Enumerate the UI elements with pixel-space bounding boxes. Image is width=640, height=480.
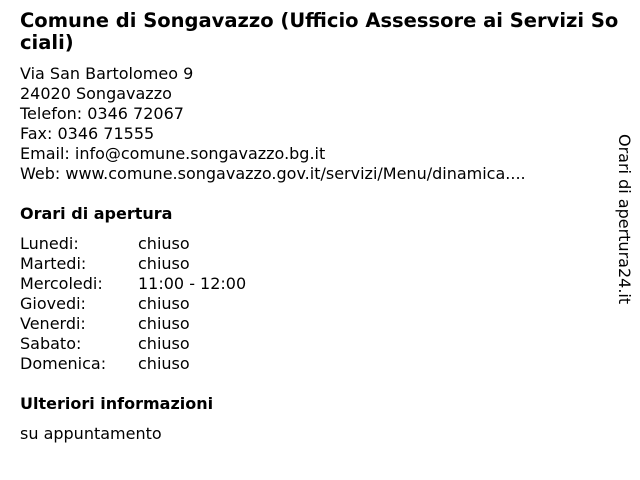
day-label: Sabato: xyxy=(20,334,82,353)
day-label: Giovedi: xyxy=(20,294,86,313)
hours-value: chiuso xyxy=(138,354,190,373)
city-postcode: 24020 Songavazzo xyxy=(20,84,172,103)
hours-value: chiuso xyxy=(138,234,190,253)
hours-value: chiuso xyxy=(138,334,190,353)
day-label: Venerdi: xyxy=(20,314,86,333)
hours-value: chiuso xyxy=(138,314,190,333)
hours-value: chiuso xyxy=(138,294,190,313)
email-address: Email: info@comune.songavazzo.bg.it xyxy=(20,144,326,163)
hours-value: 11:00 - 12:00 xyxy=(138,274,247,293)
day-label: Mercoledi: xyxy=(20,274,103,293)
page-title: Comune di Songavazzo (Ufficio Assessore ai Servizi Sociali) xyxy=(20,9,619,54)
day-label: Martedi: xyxy=(20,254,87,273)
brand-watermark xyxy=(612,134,636,314)
additional-info-heading: Ulteriori informazioni xyxy=(20,394,214,413)
fax-number: Fax: 0346 71555 xyxy=(20,124,155,143)
hours-value: chiuso xyxy=(138,254,190,273)
day-label: Domenica: xyxy=(20,354,107,373)
phone-number: Telefon: 0346 72067 xyxy=(20,104,184,123)
website-url: Web: www.comune.songavazzo.gov.it/servizi/Menu/dinamica.... xyxy=(20,164,526,183)
opening-hours-heading: Orari di apertura xyxy=(20,204,173,223)
street-address: Via San Bartolomeo 9 xyxy=(20,64,194,83)
day-label: Lunedi: xyxy=(20,234,79,253)
address-block xyxy=(20,64,526,184)
additional-info-text: su appuntamento xyxy=(20,424,162,443)
brand-watermark-text: Orari di apertura24.it xyxy=(615,134,634,305)
